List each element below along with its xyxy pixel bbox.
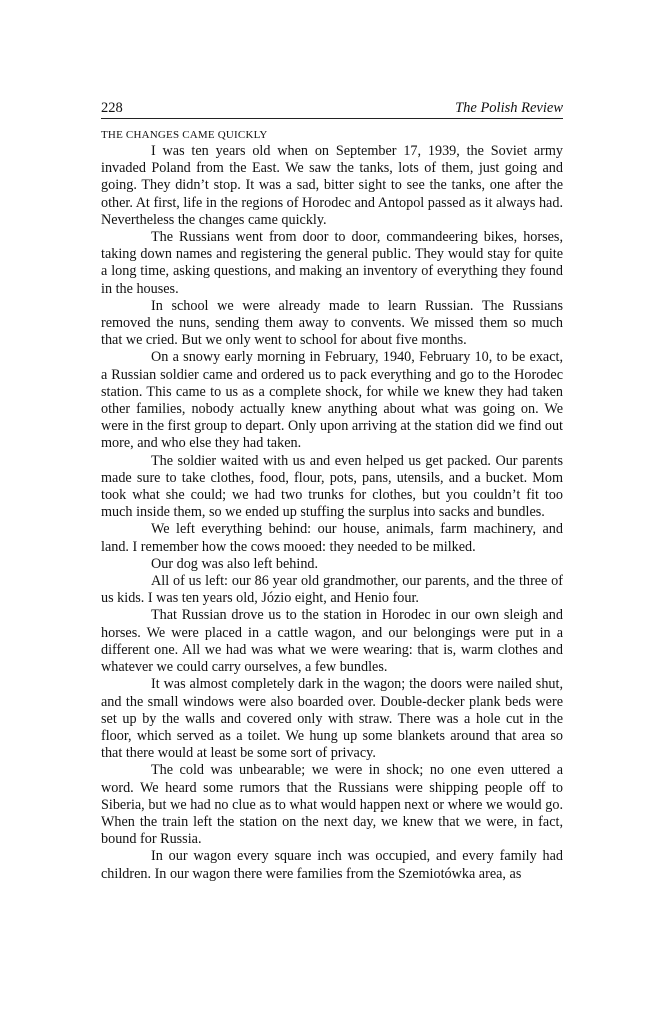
paragraph: The Russians went from door to door, commandeering bikes, horses, taking down names and registering the general public. They would stay for quite a long time, asking questions, and making an inventory of everything they found in the houses. — [101, 229, 563, 297]
paragraph: I was ten years old when on September 17, 1939, the Soviet army invaded Poland from the East. We saw the tanks, lots of them, just going and going. They didn’t stop. It was a sad, bitter sight to see the tanks, one after the other. At first, life in the regions of Horodec and Antopol passed as it always had. Nevertheless the changes came quickly. — [101, 143, 563, 228]
book-page — [101, 98, 563, 883]
section-title: THE CHANGES CAME QUICKLY — [101, 129, 268, 141]
paragraph: Our dog was also left behind. — [151, 555, 319, 572]
paragraph: That Russian drove us to the station in Horodec in our own sleigh and horses. We were placed in a cattle wagon, and our belongings were put in a different one. All we had was what we were wearing: that is, warm clothes and whatever we could carry ourselves, a few bundles. — [101, 607, 563, 676]
paragraph: On a snowy early morning in February, 1940, February 10, to be exact, a Russian soldier came and ordered us to pack everything and go to the Horodec station. This came to us as a complete shock, for while we knew they had taken other families, nobody actually knew anything about what was going on. We were in the first group to depart. Only upon arriving at the station did we find out more, and who else they had taken. — [101, 349, 563, 452]
paragraph: The soldier waited with us and even helped us get packed. Our parents made sure to take clothes, food, flour, pots, pans, utensils, and a bucket. Mom took what she could; we had two trunks for clothes, but you couldn’t fit too much inside them, so we ended up stuffing the surplus into sacks and bundles. — [101, 452, 563, 521]
page-number: 228 — [101, 100, 123, 116]
paragraph: The cold was unbearable; we were in shock; no one even uttered a word. We heard some rumors that the Russians were shipping people off to Siberia, but we had no clue as to what would happen next or where we would go. When the train left the station on the next day, we knew that we were, in fact, bound for Russia. — [101, 762, 563, 848]
paragraph: In school we were already made to learn Russian. The Russians removed the nuns, sending them away to convents. We missed them so much that we cried. But we only went to school for about five months. — [101, 297, 563, 349]
paragraph: We left everything behind: our house, animals, farm machinery, and land. I remember how the cows mooed: they needed to be milked. — [101, 521, 563, 555]
body-text — [101, 143, 563, 883]
journal-title: The Polish Review — [455, 100, 563, 116]
running-head — [101, 98, 563, 119]
paragraph: In our wagon every square inch was occupied, and every family had children. In our wagon there were families from the Szemiotówka area, as — [101, 848, 563, 882]
paragraph: It was almost completely dark in the wagon; the doors were nailed shut, and the small windows were also boarded over. Double-decker plank beds were set up by the walls and covered only with straw. There was a hole cut in the floor, which served as a toilet. We hung up some blankets around that area so that there would at least be some sort of privacy. — [101, 676, 563, 762]
paragraph: All of us left: our 86 year old grandmother, our parents, and the three of us kids. I was ten years old, Józio eight, and Henio four. — [101, 573, 563, 607]
